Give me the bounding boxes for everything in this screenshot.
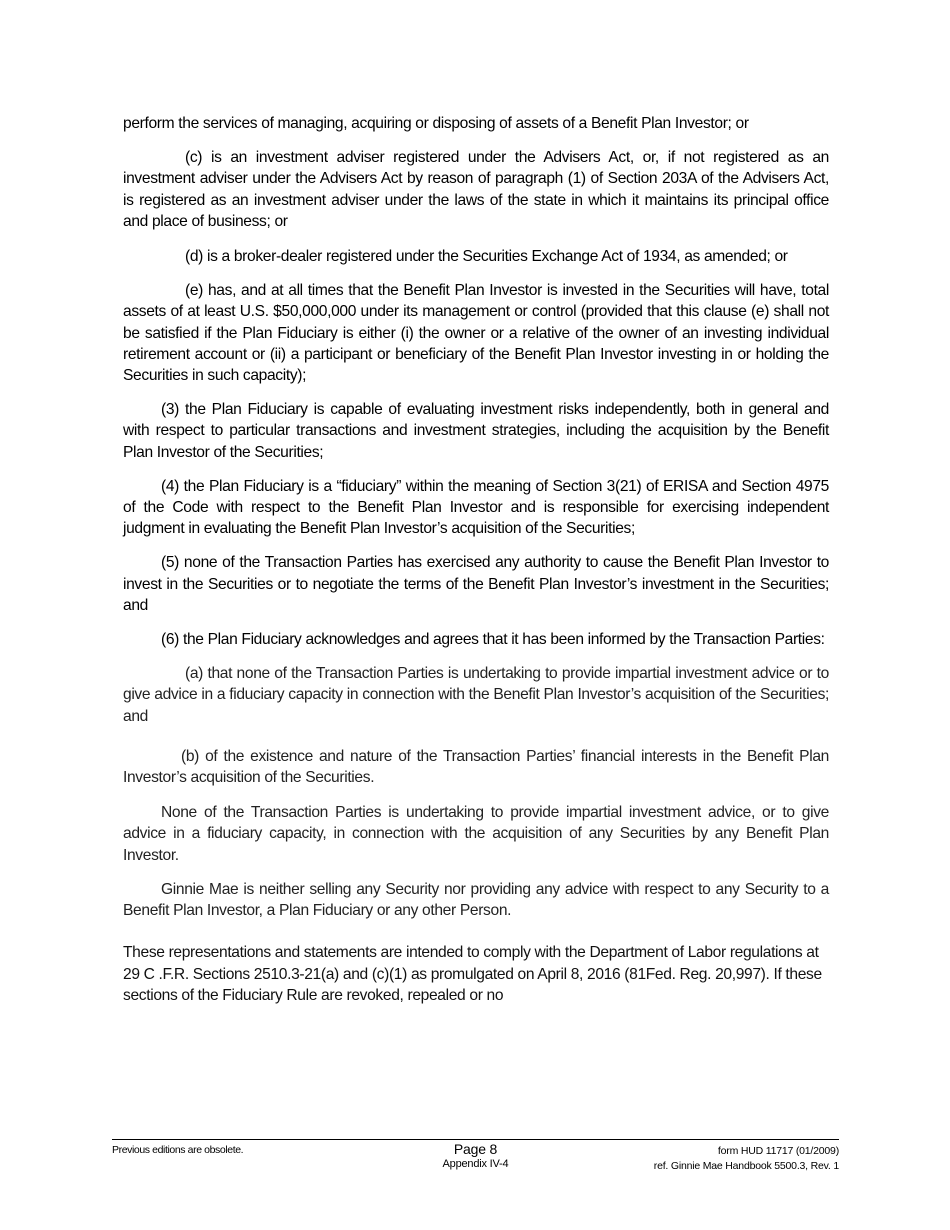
document-body <box>123 113 829 1006</box>
paragraph-item-3: (3) the Plan Fiduciary is capable of evaluating investment risks independently, both in general and with respect to particular transactions and investment strategies, including the acquisition by the Benefit Plan Investor of the Securities; <box>123 401 829 461</box>
footer-obsolete-note: Previous editions are obsolete. <box>112 1144 244 1156</box>
footer-appendix: Appendix IV-4 <box>442 1158 509 1170</box>
paragraph-subitem-b: (b) of the existence and nature of the Transaction Parties’ financial interests in the Benefit Plan Investor’s acquisition of the Securities. <box>123 747 829 787</box>
footer-form-number: form HUD 11717 (01/2009) <box>717 1145 839 1157</box>
footer-handbook-ref: ref. Ginnie Mae Handbook 5500.3, Rev. 1 <box>653 1160 839 1172</box>
footer-page-number: Page 8 <box>453 1141 498 1157</box>
paragraph-subitem-a: (a) that none of the Transaction Parties is undertaking to provide impartial investment advice or to give advice in a fiduciary capacity in connection with the Benefit Plan Investor’s acquisition of the Securities; and <box>123 665 829 725</box>
paragraph-ginnie-mae: Ginnie Mae is neither selling any Security nor providing any advice with respect to any Security to a Benefit Plan Investor, a Plan Fiduciary or any other Person. <box>123 880 829 920</box>
paragraph-no-advice: None of the Transaction Parties is undertaking to provide impartial investment advice, or to give advice in a fiduciary capacity, in connection with the acquisition of any Securities by any Benefit Plan Investor. <box>123 804 829 864</box>
paragraph-item-4: (4) the Plan Fiduciary is a “fiduciary” within the meaning of Section 3(21) of ERISA and Section 4975 of the Code with respect to the Benefit Plan Investor and is responsible for exercising independent judgment in evaluating the Benefit Plan Investor’s acquisition of the Securities; <box>123 477 829 538</box>
paragraph-item-6: (6) the Plan Fiduciary acknowledges and agrees that it has been informed by the Transaction Parties: <box>161 631 825 649</box>
page-footer <box>112 1141 839 1181</box>
paragraph-item-5: (5) none of the Transaction Parties has exercised any authority to cause the Benefit Plan Investor to invest in the Securities or to negotiate the terms of the Benefit Plan Investor’s investment in the Securities; and <box>123 554 829 614</box>
paragraph-clause-d: (d) is a broker-dealer registered under the Securities Exchange Act of 1934, as amended; or <box>185 248 788 266</box>
footer-divider <box>112 1139 839 1140</box>
paragraph-clause-e: (e) has, and at all times that the Benefit Plan Investor is invested in the Securities will have, total assets of at least U.S. $50,000,000 under its management or control (provided that this clause (e) shall not be satisfied if the Plan Fiduciary is either (i) the owner or a relative of the owner of an investing individual retirement account or (ii) a participant or beneficiary of the Benefit Plan Investor investing in or holding the Securities in such capacity); <box>123 282 829 385</box>
paragraph-continuation: perform the services of managing, acquiring or disposing of assets of a Benefit Plan Investor; or <box>123 115 749 132</box>
paragraph-clause-c: (c) is an investment adviser registered under the Advisers Act, or, if not registered as an investment adviser under the Advisers Act by reason of paragraph (1) of Section 203A of the Advisers Act, is registered as an investment adviser under the laws of the state in which it maintains its principal office and place of business; or <box>123 149 829 230</box>
footer-form-reference <box>654 1144 839 1174</box>
paragraph-representations: These representations and statements are intended to comply with the Department of Labor regulations at 29 C .F.R. Sections 2510.3-21(a) and (c)(1) as promulgated on April 8, 2016 (81Fed. Reg. 20,997). If these sections of the Fiduciary Rule are revoked, repealed or no <box>123 944 822 1004</box>
